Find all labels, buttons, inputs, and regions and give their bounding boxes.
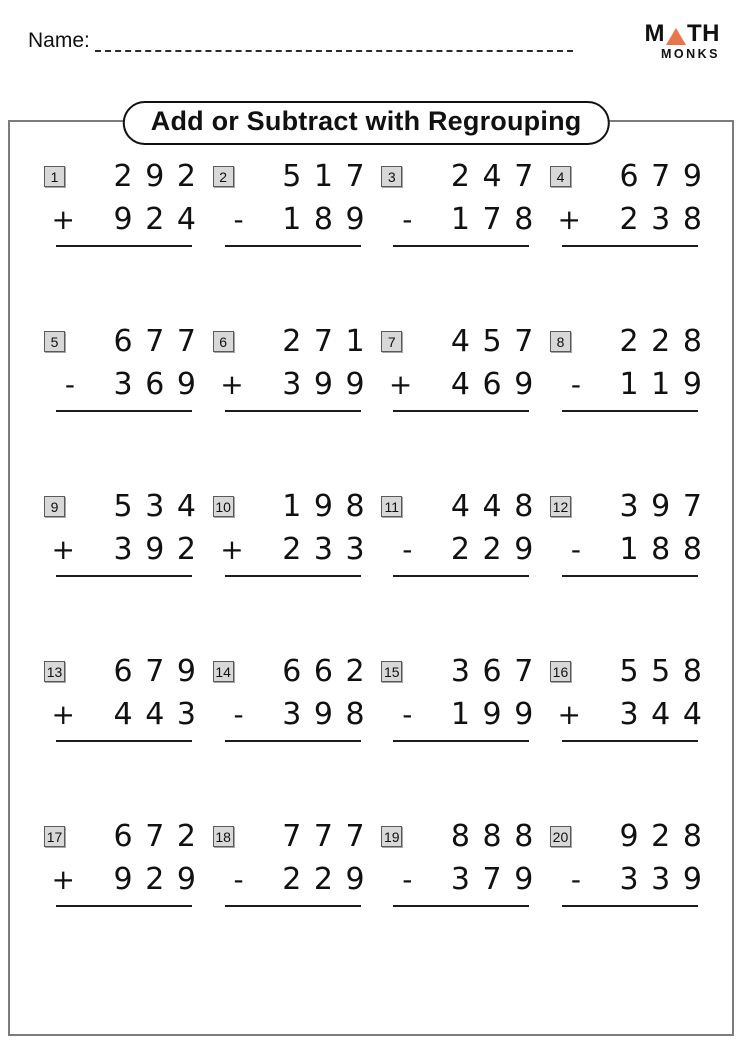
problem-cell <box>213 489 378 577</box>
answer-line[interactable] <box>562 905 698 907</box>
top-operand: 677 <box>113 324 209 359</box>
bottom-operand: 178 <box>450 202 546 237</box>
operator-sign: + <box>557 697 581 731</box>
problem-number-badge: 17 <box>44 826 65 847</box>
name-input-line[interactable] <box>95 32 573 52</box>
top-operand: 271 <box>282 324 378 359</box>
problem-cell <box>550 819 715 907</box>
answer-line[interactable] <box>562 575 698 577</box>
problem-cell <box>550 489 715 577</box>
problem-cell <box>381 324 546 412</box>
top-operand: 292 <box>113 159 209 194</box>
top-operand: 558 <box>619 654 715 689</box>
operator-sign: - <box>402 202 413 236</box>
answer-line[interactable] <box>393 410 529 412</box>
problem-number-badge: 20 <box>550 826 571 847</box>
problem-number-badge: 11 <box>381 496 402 517</box>
answer-line[interactable] <box>562 740 698 742</box>
bottom-operand: 469 <box>450 367 546 402</box>
answer-line[interactable] <box>225 740 361 742</box>
operator-sign: - <box>233 697 244 731</box>
operator-sign: - <box>233 202 244 236</box>
operator-sign: - <box>402 532 413 566</box>
page-header <box>0 0 742 96</box>
top-operand: 397 <box>619 489 715 524</box>
problem-cell <box>44 324 209 412</box>
top-operand: 367 <box>450 654 546 689</box>
bottom-operand: 929 <box>113 862 209 897</box>
problem-cell <box>44 489 209 577</box>
problem-cell <box>213 159 378 247</box>
bottom-operand: 399 <box>282 367 378 402</box>
bottom-operand: 398 <box>282 697 378 732</box>
problem-cell <box>213 654 378 742</box>
top-operand: 247 <box>450 159 546 194</box>
name-row <box>28 30 573 52</box>
top-operand: 777 <box>282 819 378 854</box>
bottom-operand: 188 <box>619 532 715 567</box>
answer-line[interactable] <box>225 245 361 247</box>
top-operand: 679 <box>619 159 715 194</box>
operator-sign: + <box>220 367 244 401</box>
bottom-operand: 229 <box>450 532 546 567</box>
problem-number-badge: 12 <box>550 496 571 517</box>
answer-line[interactable] <box>393 575 529 577</box>
bottom-operand: 199 <box>450 697 546 732</box>
logo-letter-m: M <box>644 20 665 47</box>
operator-sign: + <box>51 862 75 896</box>
problem-cell <box>381 819 546 907</box>
problem-cell <box>381 654 546 742</box>
top-operand: 888 <box>450 819 546 854</box>
operator-sign: - <box>64 367 75 401</box>
problem-cell <box>213 819 378 907</box>
problem-number-badge: 3 <box>381 166 402 187</box>
worksheet-frame <box>8 106 734 1036</box>
bottom-operand: 924 <box>113 202 209 237</box>
problems-grid <box>10 122 732 907</box>
bottom-operand: 379 <box>450 862 546 897</box>
operator-sign: + <box>220 532 244 566</box>
problem-number-badge: 6 <box>213 331 234 352</box>
problem-cell <box>550 324 715 412</box>
problem-number-badge: 13 <box>44 661 65 682</box>
problem-number-badge: 18 <box>213 826 234 847</box>
answer-line[interactable] <box>56 410 192 412</box>
answer-line[interactable] <box>562 410 698 412</box>
bottom-operand: 229 <box>282 862 378 897</box>
problem-cell <box>550 654 715 742</box>
problem-cell <box>213 324 378 412</box>
bottom-operand: 189 <box>282 202 378 237</box>
answer-line[interactable] <box>393 245 529 247</box>
top-operand: 672 <box>113 819 209 854</box>
answer-line[interactable] <box>562 245 698 247</box>
operator-sign: - <box>570 367 581 401</box>
problem-number-badge: 4 <box>550 166 571 187</box>
problem-number-badge: 1 <box>44 166 65 187</box>
operator-sign: + <box>388 367 413 401</box>
bottom-operand: 443 <box>113 697 209 732</box>
problem-number-badge: 2 <box>213 166 234 187</box>
answer-line[interactable] <box>225 575 361 577</box>
top-operand: 679 <box>113 654 209 689</box>
problem-cell <box>44 159 209 247</box>
problem-number-badge: 15 <box>381 661 402 682</box>
problem-number-badge: 8 <box>550 331 571 352</box>
problem-cell <box>381 159 546 247</box>
bottom-operand: 392 <box>113 532 209 567</box>
problem-number-badge: 9 <box>44 496 65 517</box>
top-operand: 448 <box>450 489 546 524</box>
operator-sign: + <box>51 202 75 236</box>
problem-number-badge: 5 <box>44 331 65 352</box>
problem-cell <box>550 159 715 247</box>
triangle-icon <box>666 28 686 45</box>
answer-line[interactable] <box>225 410 361 412</box>
problem-number-badge: 19 <box>381 826 402 847</box>
bottom-operand: 339 <box>619 862 715 897</box>
operator-sign: - <box>402 697 413 731</box>
bottom-operand: 369 <box>113 367 209 402</box>
answer-line[interactable] <box>56 905 192 907</box>
top-operand: 534 <box>113 489 209 524</box>
top-operand: 928 <box>619 819 715 854</box>
answer-line[interactable] <box>56 575 192 577</box>
top-operand: 517 <box>282 159 378 194</box>
operator-sign: + <box>51 532 75 566</box>
top-operand: 662 <box>282 654 378 689</box>
bottom-operand: 119 <box>619 367 715 402</box>
problem-number-badge: 10 <box>213 496 234 517</box>
bottom-operand: 233 <box>282 532 378 567</box>
logo-subtext: MONKS <box>660 47 720 61</box>
operator-sign: + <box>557 202 581 236</box>
operator-sign: - <box>233 862 244 896</box>
operator-sign: + <box>51 697 75 731</box>
logo-wordmark <box>645 22 721 46</box>
problem-number-badge: 14 <box>213 661 234 682</box>
top-operand: 198 <box>282 489 378 524</box>
logo-letters-th: TH <box>687 20 720 47</box>
problem-cell <box>381 489 546 577</box>
bottom-operand: 344 <box>619 697 715 732</box>
answer-line[interactable] <box>56 740 192 742</box>
bottom-operand: 238 <box>619 202 715 237</box>
answer-line[interactable] <box>56 245 192 247</box>
operator-sign: - <box>570 862 581 896</box>
math-monks-logo <box>645 22 721 61</box>
name-label: Name: <box>28 29 90 52</box>
problem-number-badge: 16 <box>550 661 571 682</box>
answer-line[interactable] <box>393 905 529 907</box>
problem-cell <box>44 654 209 742</box>
top-operand: 228 <box>619 324 715 359</box>
answer-line[interactable] <box>393 740 529 742</box>
problem-cell <box>44 819 209 907</box>
answer-line[interactable] <box>225 905 361 907</box>
problem-number-badge: 7 <box>381 331 402 352</box>
worksheet-title: Add or Subtract with Regrouping <box>123 101 610 145</box>
operator-sign: - <box>402 862 413 896</box>
top-operand: 457 <box>450 324 546 359</box>
operator-sign: - <box>570 532 581 566</box>
